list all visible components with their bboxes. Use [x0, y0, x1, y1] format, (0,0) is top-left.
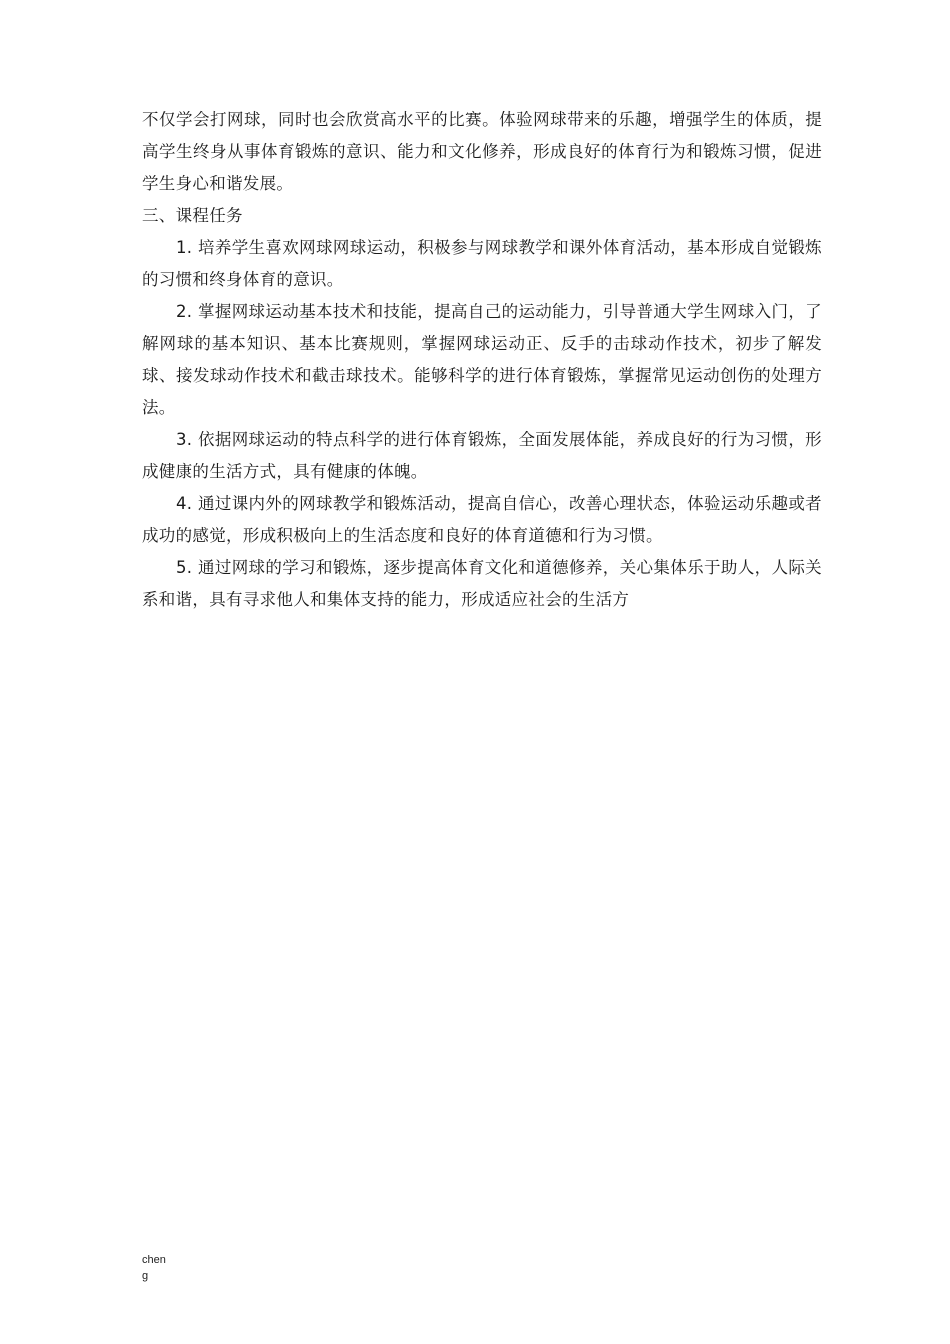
task-item-4: 4. 通过课内外的网球教学和锻炼活动，提高自信心，改善心理状态，体验运动乐趣或者成功的感觉，形成积极向上的生活态度和良好的体育道德和行为习惯。 [142, 494, 822, 545]
task-item-3: 3. 依据网球运动的特点科学的进行体育锻炼，全面发展体能，养成良好的行为习惯，形成健康的生活方式，具有健康的体魄。 [142, 430, 822, 481]
task-item-2: 2. 掌握网球运动基本技术和技能，提高自己的运动能力，引导普通大学生网球入门，了解网球的基本知识、基本比赛规则，掌握网球运动正、反手的击球动作技术，初步了解发球、接发球动作技术和截击球技术。能够科学的进行体育锻炼，掌握常见运动创伤的处理方法。 [142, 302, 822, 417]
footer-text-line-2: g [142, 1270, 149, 1282]
footer-text-line-1: chen [142, 1254, 166, 1266]
task-item-1: 1. 培养学生喜欢网球网球运动，积极参与网球教学和课外体育活动，基本形成自觉锻炼的习惯和终身体育的意识。 [142, 238, 822, 289]
intro-paragraph: 不仅学会打网球，同时也会欣赏高水平的比赛。体验网球带来的乐趣，增强学生的体质，提高学生终身从事体育锻炼的意识、能力和文化修养，形成良好的体育行为和锻炼习惯，促进学生身心和谐发展。 [142, 110, 822, 193]
page-footer [142, 1252, 202, 1284]
task-item-5: 5. 通过网球的学习和锻炼，逐步提高体育文化和道德修养，关心集体乐于助人，人际关系和谐，具有寻求他人和集体支持的能力，形成适应社会的生活方 [142, 558, 822, 609]
document-body [142, 104, 822, 616]
section-heading: 三、课程任务 [142, 206, 243, 225]
